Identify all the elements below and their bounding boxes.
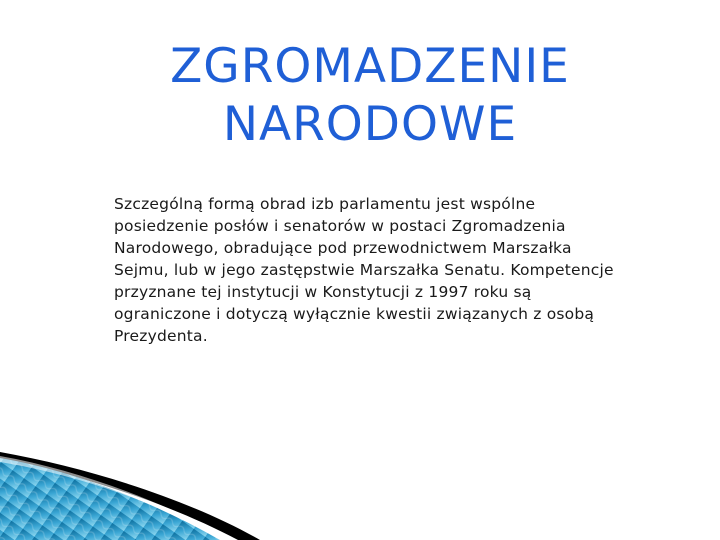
body-paragraph: Szczególną formą obrad izb parlamentu jest wspólne posiedzenie posłów i senatorów w postaci Zgromadzenia Narodowego, obradujące pod przewodnictwem Marszałka Sejmu, lub w jego zastępstwie Marszałka Senatu. Kompetencje przyznane tej instytucji w Konstytucji z 1997 roku są ograniczone i dotyczą wyłącznie kwestii związanych z osobą Prezydenta. bbox=[114, 195, 614, 345]
title-line-2: NARODOWE bbox=[222, 97, 518, 152]
blue-swoosh-shape bbox=[0, 458, 220, 540]
title-line-1: ZGROMADZENIE bbox=[170, 39, 570, 94]
black-swoosh-line bbox=[0, 452, 260, 540]
slide-title bbox=[90, 38, 650, 154]
